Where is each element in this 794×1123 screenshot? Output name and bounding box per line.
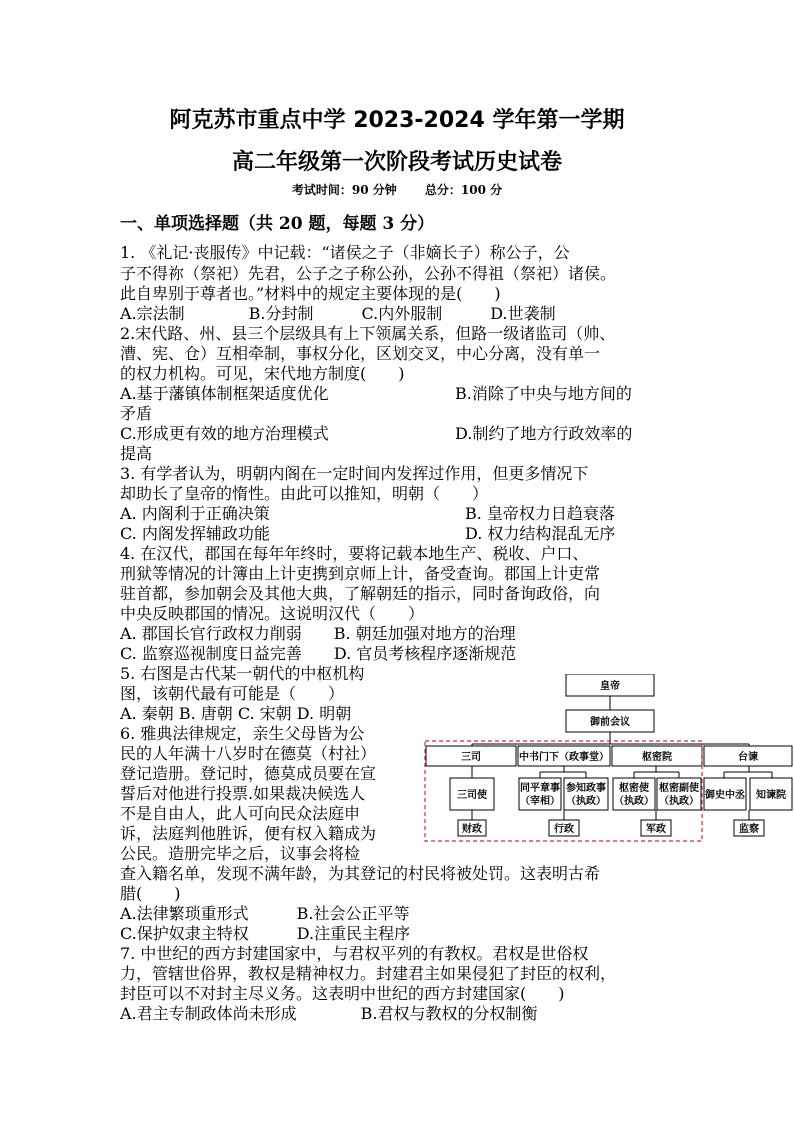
text-line: 登记造册。登记时，德莫成员要在宣 — [120, 764, 377, 783]
xingzheng-label: 行政 — [554, 824, 574, 835]
text-line — [120, 524, 616, 544]
sansi-shi-label: 三司使 — [457, 790, 487, 801]
text-line: 中央反映郡国的情况。这说明汉代（ ） — [120, 604, 425, 623]
option-a: A. 内阁利于正确决策 — [120, 504, 270, 523]
sansi-label: 三司 — [461, 752, 481, 763]
text-line — [120, 424, 633, 444]
taijian-label: 台谏 — [738, 752, 758, 763]
text-line: 图，该朝代最有可能是（ ） — [120, 684, 345, 703]
option-b: B.消除了中央与地方间的 — [455, 384, 632, 403]
text-line: 刑狱等情况的计簿由上计吏携到京师上计，备受查询。郡国上计吏常 — [120, 564, 601, 583]
tongping-label: 同平章事 — [520, 783, 560, 794]
canzhi-label: 参知政事 — [566, 783, 606, 794]
option-d: D.制约了地方行政效率的 — [455, 424, 633, 443]
zhijian-label: 知谏院 — [756, 790, 786, 801]
text-line: 1. 《礼记·丧服传》中记载：“诸侯之子（非嫡长子）称公子，公 — [120, 243, 570, 262]
exam-score: 总分：100 分 — [424, 183, 503, 197]
option-d: D. 权力结构混乱无序 — [465, 524, 616, 543]
zhongshu-label: 中书门下（政事堂） — [519, 752, 609, 763]
shumishi-sub: （执政） — [614, 796, 654, 807]
text-line — [120, 504, 615, 524]
text-line: 诉，法庭判他胜诉，便有权入籍成为 — [120, 824, 377, 843]
exam-meta — [0, 181, 794, 198]
text-line: A. 秦朝 B. 唐朝 C. 宋朝 D. 明朝 — [120, 704, 352, 723]
text-line: 3. 有学者认为，明朝内阁在一定时间内发挥过作用，但更多情况下 — [120, 464, 589, 483]
emperor-label: 皇帝 — [600, 681, 620, 692]
text-line: 的权力机构。可见，宋代地方制度( ) — [120, 364, 405, 383]
option-b: B. 皇帝权力日趋衰落 — [465, 504, 615, 523]
yushi-label: 御史中丞 — [705, 790, 745, 801]
text-line: 驻首都，参加朝会及其他大典，了解朝廷的指示，同时备询政俗，向 — [120, 584, 601, 603]
text-line: 5. 右图是古代某一朝代的中枢机构 — [120, 664, 365, 683]
text-line: A.法律繁琐重形式 B.社会公正平等 — [120, 904, 410, 923]
text-line: 誓后对他进行投票.如果裁决候选人 — [120, 784, 366, 803]
text-line: 封臣可以不对封主尽义务。这表明中世纪的西方封建国家( ) — [120, 984, 565, 1003]
text-line: C.保护奴隶主特权 D.注重民主程序 — [120, 924, 411, 943]
canzhi-sub: （执政） — [566, 796, 606, 807]
org-chart — [424, 674, 794, 846]
shumishi-label: 枢密使 — [619, 783, 649, 794]
text-line: 子不得祢（祭祀）先君，公子之子称公孙，公孙不得祖（祭祀）诸侯。 — [120, 264, 617, 283]
text-line — [120, 384, 632, 404]
exam-title-line2: 高二年级第一次阶段考试历史试卷 — [231, 150, 562, 175]
exam-title-line1: 阿克苏市重点中学 2023-2024 学年第一学期 — [169, 108, 625, 133]
text-line: 2.宋代路、州、县三个层级具有上下领属关系，但路一级诸监司（帅、 — [120, 324, 616, 343]
option-c: C. 内阁发挥辅政功能 — [120, 524, 270, 543]
caizheng-label: 财政 — [462, 824, 482, 835]
text-line: 6. 雅典法律规定，亲生父母皆为公 — [120, 724, 365, 743]
text-line: 腊( ) — [120, 884, 181, 903]
text-line: 矛盾 — [120, 404, 153, 423]
text-line: 此自卑别于尊者也。”材料中的规定主要体现的是( ) — [120, 284, 501, 303]
tongping-sub: （宰相） — [520, 796, 560, 807]
text-line: A. 郡国长官行政权力削弱 B. 朝廷加强对地方的治理 — [120, 624, 516, 643]
text-line: 力，管辖世俗界，教权是精神权力。封建君主如果侵犯了封臣的权利， — [120, 964, 617, 983]
text-line: 4. 在汉代，郡国在每年年终时，要将记载本地生产、税收、户口、 — [120, 544, 589, 563]
council-label: 御前会议 — [590, 717, 630, 728]
text-line: C. 监察巡视制度日益完善 D. 官员考核程序逐渐规范 — [120, 644, 517, 663]
shumifu-sub: （执政） — [659, 796, 699, 807]
text-line: 提高 — [120, 444, 153, 463]
text-line: A.宗法制 B.分封制 C.内外服制 D.世袭制 — [120, 304, 556, 323]
jiancha-label: 监察 — [739, 824, 759, 835]
text-line: 漕、宪、仓）互相牵制，事权分化，区划交叉，中心分离，没有单一 — [120, 344, 601, 363]
option-a: A.基于藩镇体制框架适度优化 — [120, 384, 329, 403]
junzheng-label: 军政 — [646, 824, 666, 835]
text-line: 公民。造册完毕之后，议事会将检 — [120, 844, 361, 863]
text-line: 查入籍名单，发现不满年龄，为其登记的村民将被处罚。这表明古希 — [120, 864, 601, 883]
text-line: 却助长了皇帝的惰性。由此可以推知，明朝（ ） — [120, 484, 489, 503]
text-line: 民的人年满十八岁时在德莫（村社） — [120, 744, 377, 763]
shumifu-label: 枢密副使 — [659, 783, 699, 794]
shumi-label: 枢密院 — [642, 752, 672, 763]
text-line: 不是自由人，此人可向民众法庭申 — [120, 804, 361, 823]
exam-time: 考试时间：90 分钟 — [291, 183, 397, 197]
option-c: C.形成更有效的地方治理模式 — [120, 424, 329, 443]
section-heading: 一、单项选择题（共 20 题，每题 3 分） — [120, 214, 435, 234]
text-line: A.君主专制政体尚未形成 B.君权与教权的分权制衡 — [120, 1004, 538, 1023]
text-line: 7. 中世纪的西方封建国家中，与君权平列的有教权。君权是世俗权 — [120, 944, 589, 963]
